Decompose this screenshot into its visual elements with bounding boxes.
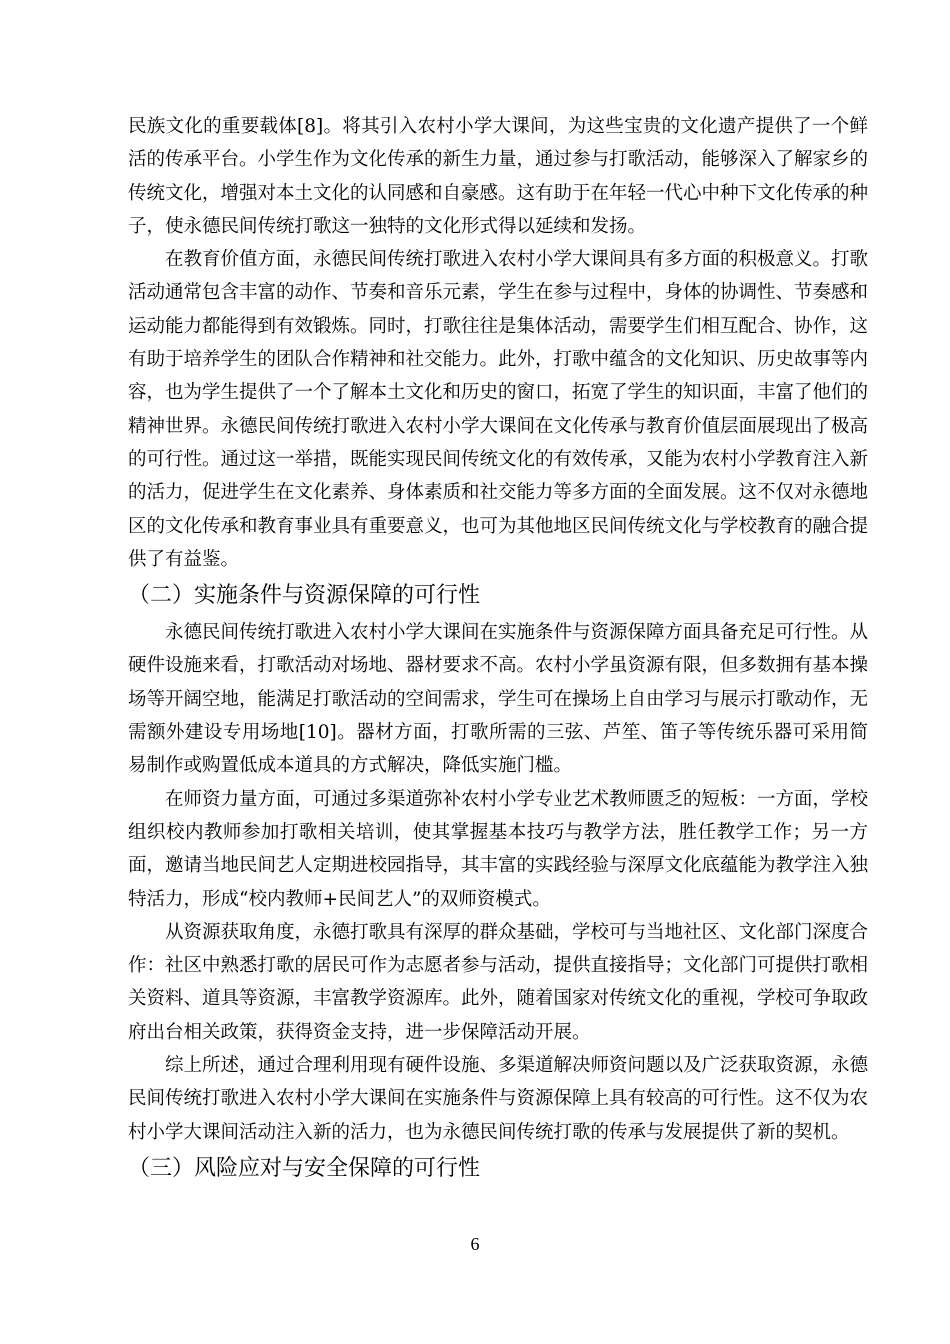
page-content (128, 110, 868, 1189)
section-heading-3: （三）风险应对与安全保障的可行性 (128, 1155, 481, 1181)
paragraph-resources: 从资源获取角度，永德打歌具有深厚的群众基础，学校可与当地社区、文化部门深度合作：社区中熟悉打歌的居民可作为志愿者参与活动，提供直接指导；文化部门可提供打歌相关资料、道具等资源，丰富教学资源库。此外，随着国家对传统文化的重视，学校可争取政府出台相关政策，获得资金支持，进一步保障活动开展。 (128, 921, 869, 1043)
paragraph-hardware: 永德民间传统打歌进入农村小学大课间在实施条件与资源保障方面具备充足可行性。从硬件设施来看，打歌活动对场地、器材要求不高。农村小学虽资源有限，但多数拥有基本操场等开阔空地，能满足打歌活动的空间需求，学生可在操场上自由学习与展示打歌动作，无需额外建设专用场地[10]。器材方面，打歌所需的三弦、芦笙、笛子等传统乐器可采用简易制作或购置低成本道具的方式解决，降低实施门槛。 (128, 622, 869, 777)
paragraph-education-value: 在教育价值方面，永德民间传统打歌进入农村小学大课间具有多方面的积极意义。打歌活动通常包含丰富的动作、节奏和音乐元素，学生在参与过程中，身体的协调性、节奏感和运动能力都能得到有效锻炼。同时，打歌往往是集体活动，需要学生们相互配合、协作，这有助于培养学生的团队合作精神和社交能力。此外，打歌中蕴含的文化知识、历史故事等内容，也为学生提供了一个了解本土文化和历史的窗口，拓宽了学生的知识面，丰富了他们的精神世界。永德民间传统打歌进入农村小学大课间在文化传承与教育价值层面展现出了极高的可行性。通过这一举措，既能实现民间传统文化的有效传承，又能为农村小学教育注入新的活力，促进学生在文化素养、身体素质和社交能力等多方面的全面发展。这不仅对永德地区的文化传承和教育事业具有重要意义，也可为其他地区民间传统文化与学校教育的融合提供了有益鉴。 (128, 249, 869, 570)
paragraph-summary: 综上所述，通过合理利用现有硬件设施、多渠道解决师资问题以及广泛获取资源，永德民间传统打歌进入农村小学大课间在实施条件与资源保障上具有较高的可行性。这不仅为农村小学大课间活动注入新的活力，也为永德民间传统打歌的传承与发展提供了新的契机。 (128, 1055, 869, 1143)
paragraph-continued: 民族文化的重要载体[8]。将其引入农村小学大课间，为这些宝贵的文化遗产提供了一个鲜活的传承平台。小学生作为文化传承的新生力量，通过参与打歌活动，能够深入了解家乡的传统文化，增强对本土文化的认同感和自豪感。这有助于在年轻一代心中种下文化传承的种子，使永德民间传统打歌这一独特的文化形式得以延续和发扬。 (128, 116, 869, 237)
section-heading-2: （二）实施条件与资源保障的可行性 (128, 583, 481, 609)
page-number: 6 (470, 1234, 480, 1254)
paragraph-teachers: 在师资力量方面，可通过多渠道弥补农村小学专业艺术教师匮乏的短板：一方面，学校组织校内教师参加打歌相关培训，使其掌握基本技巧与教学方法，胜任教学工作；另一方面，邀请当地民间艺人定期进校园指导，其丰富的实践经验与深厚文化底蕴能为教学注入独特活力，形成“校内教师+民间艺人”的双师资模式。 (128, 788, 869, 910)
